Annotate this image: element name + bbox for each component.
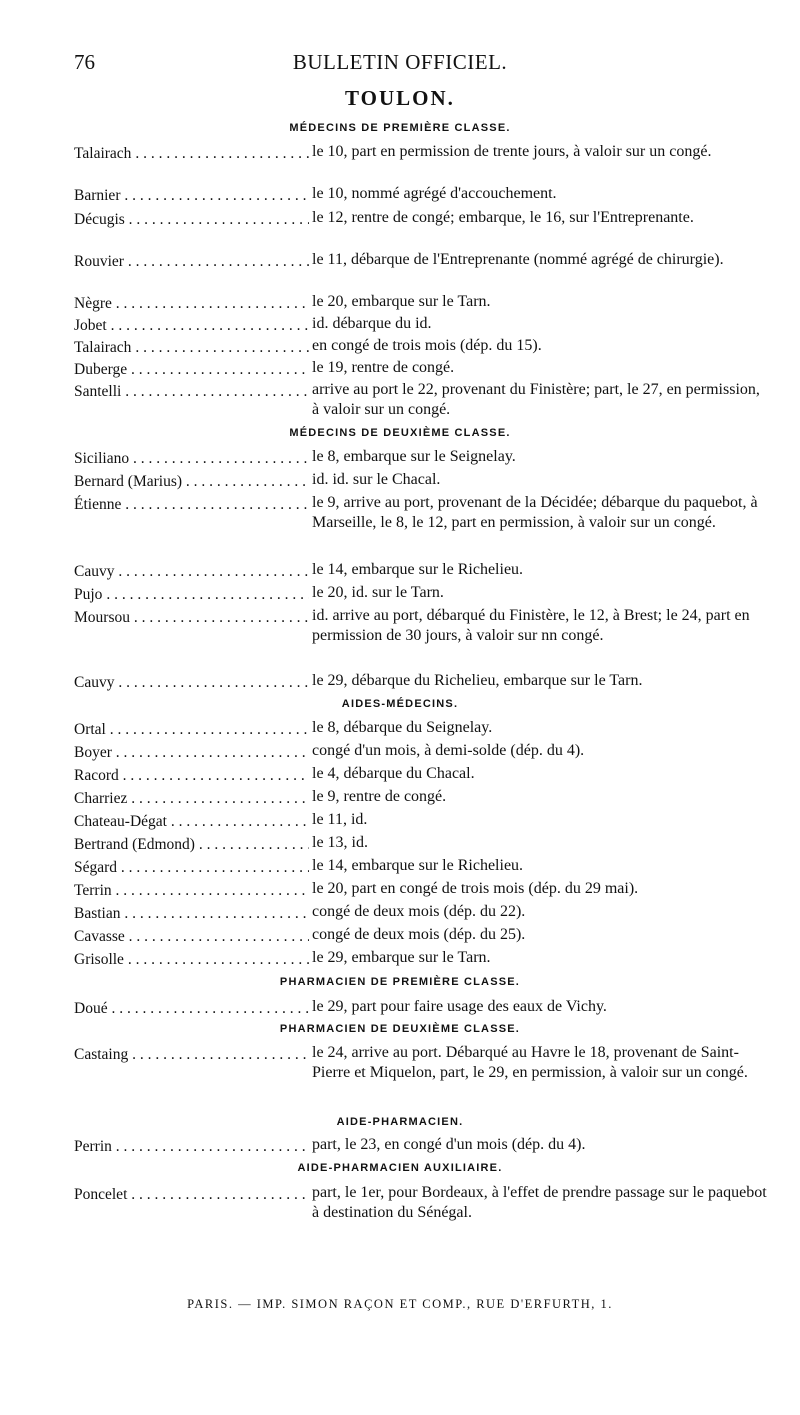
section-heading: AIDES-MÉDECINS. [341, 698, 459, 710]
entry-detail: le 20, id. sur le Tarn. [312, 584, 444, 601]
entry-detail: part, le 1er, pour Bordeaux, à l'effet de prendre passage sur le paquebot à destination du Sénégal. [312, 1184, 767, 1221]
entry-name: Duberge . . . [74, 358, 309, 382]
section-heading: AIDE-PHARMACIEN AUXILIAIRE. [297, 1162, 503, 1174]
entry-detail: le 29, part pour faire usage des eaux de Vichy. [312, 998, 607, 1015]
entry-name: Perrin . . . [74, 1135, 309, 1159]
entry-name: Ortal . . . [74, 718, 309, 742]
entry-detail: le 19, rentre de congé. [312, 359, 455, 376]
entry-name: Talairach . . . [74, 336, 309, 360]
entry-detail: le 12, rentre de congé; embarque, le 16, sur l'Entreprenante. [312, 209, 694, 226]
running-title: BULLETIN OFFICIEL. [292, 50, 508, 74]
imprint-footer: PARIS. — IMP. SIMON RAÇON ET COMP., RUE D'ERFURTH, 1. [187, 1297, 613, 1311]
entry-name: Rouvier . . . [74, 250, 309, 274]
entry-detail: le 8, embarque sur le Seignelay. [312, 448, 516, 465]
entry-detail: le 10, nommé agrégé d'accouchement. [312, 185, 557, 202]
section-heading: PHARMACIEN DE DEUXIÈME CLASSE. [279, 1023, 521, 1035]
entry-name: Poncelet . . . [74, 1183, 309, 1207]
entry-name: Talairach . . . [74, 142, 309, 166]
entry-name: Pujo . . . [74, 583, 309, 607]
entry-detail: id. id. sur le Chacal. [312, 471, 441, 488]
entry-detail: le 14, embarque sur le Richelieu. [312, 561, 524, 578]
entry-detail: id. débarque du id. [312, 315, 432, 332]
entry-name: Cavasse . . . [74, 925, 309, 949]
entry-detail: le 10, part en permission de trente jours, à valoir sur un congé. [312, 143, 712, 160]
entry-name: Moursou . . . [74, 606, 309, 630]
entry-name: Bastian . . . [74, 902, 309, 926]
entry-detail: le 11, id. [312, 811, 368, 828]
entry-detail: le 20, embarque sur le Tarn. [312, 293, 491, 310]
entry-name: Chateau-Dégat . . . [74, 810, 309, 834]
entry-name: Racord . . . [74, 764, 309, 788]
entry-name: Santelli . . . [74, 380, 309, 404]
entry-detail: le 9, rentre de congé. [312, 788, 447, 805]
entry-name: Bertrand (Edmond) . . . [74, 833, 309, 857]
city-heading: TOULON. [345, 86, 455, 110]
entry-detail: le 13, id. [312, 834, 368, 851]
section-heading: MÉDECINS DE DEUXIÈME CLASSE. [289, 427, 511, 439]
entry-detail: le 24, arrive au port. Débarqué au Havre le 18, provenant de Saint-Pierre et Miquelon, part, le 29, en permission, à valoir sur un congé. [312, 1044, 748, 1081]
entry-detail: le 29, débarque du Richelieu, embarque sur le Tarn. [312, 672, 643, 689]
entry-detail: congé de deux mois (dép. du 22). [312, 903, 526, 920]
entry-name: Doué . . . [74, 997, 309, 1021]
entry-name: Jobet . . . [74, 314, 309, 338]
section-heading: MÉDECINS DE PREMIÈRE CLASSE. [289, 122, 511, 134]
entry-name: Castaing . . . [74, 1043, 309, 1067]
page-number: 76 [74, 50, 95, 74]
entry-name: Cauvy . . . [74, 560, 309, 584]
entry-name: Cauvy . . . [74, 671, 309, 695]
entry-name: Étienne . . . [74, 493, 309, 517]
entry-detail: congé de deux mois (dép. du 25). [312, 926, 526, 943]
entry-name: Ségard . . . [74, 856, 309, 880]
entry-name: Bernard (Marius) . . . [74, 470, 309, 494]
entry-detail: le 14, embarque sur le Richelieu. [312, 857, 524, 874]
section-heading: AIDE-PHARMACIEN. [336, 1116, 464, 1128]
section-heading: PHARMACIEN DE PREMIÈRE CLASSE. [279, 976, 521, 988]
entry-detail: congé d'un mois, à demi-solde (dép. du 4). [312, 742, 585, 759]
entry-name: Grisolle . . . [74, 948, 309, 972]
entry-name: Boyer . . . [74, 741, 309, 765]
entry-name: Décugis . . . [74, 208, 309, 232]
entry-detail: le 8, débarque du Seignelay. [312, 719, 493, 736]
entry-detail: le 9, arrive au port, provenant de la Décidée; débarque du paquebot, à Marseille, le 8, le 12, part en permission, à valoir sur un congé. [312, 494, 758, 531]
entry-detail: le 11, débarque de l'Entreprenante (nommé agrégé de chirurgie). [312, 251, 724, 268]
entry-name: Barnier . . . [74, 184, 309, 208]
entry-detail: en congé de trois mois (dép. du 15). [312, 337, 542, 354]
entry-detail: id. arrive au port, débarqué du Finistère, le 12, à Brest; le 24, part en permission de 30 jours, à valoir sur nn congé. [312, 607, 750, 644]
entry-name: Charriez . . . [74, 787, 309, 811]
entry-name: Siciliano . . . [74, 447, 309, 471]
entry-detail: le 29, embarque sur le Tarn. [312, 949, 491, 966]
entry-detail: part, le 23, en congé d'un mois (dép. du 4). [312, 1136, 586, 1153]
entry-detail: arrive au port le 22, provenant du Finistère; part, le 27, en permission, à valoir sur un congé. [312, 381, 760, 418]
entry-detail: le 20, part en congé de trois mois (dép. du 29 mai). [312, 880, 639, 897]
entry-name: Nègre . . . [74, 292, 309, 316]
entry-name: Terrin . . . [74, 879, 309, 903]
entry-detail: le 4, débarque du Chacal. [312, 765, 475, 782]
